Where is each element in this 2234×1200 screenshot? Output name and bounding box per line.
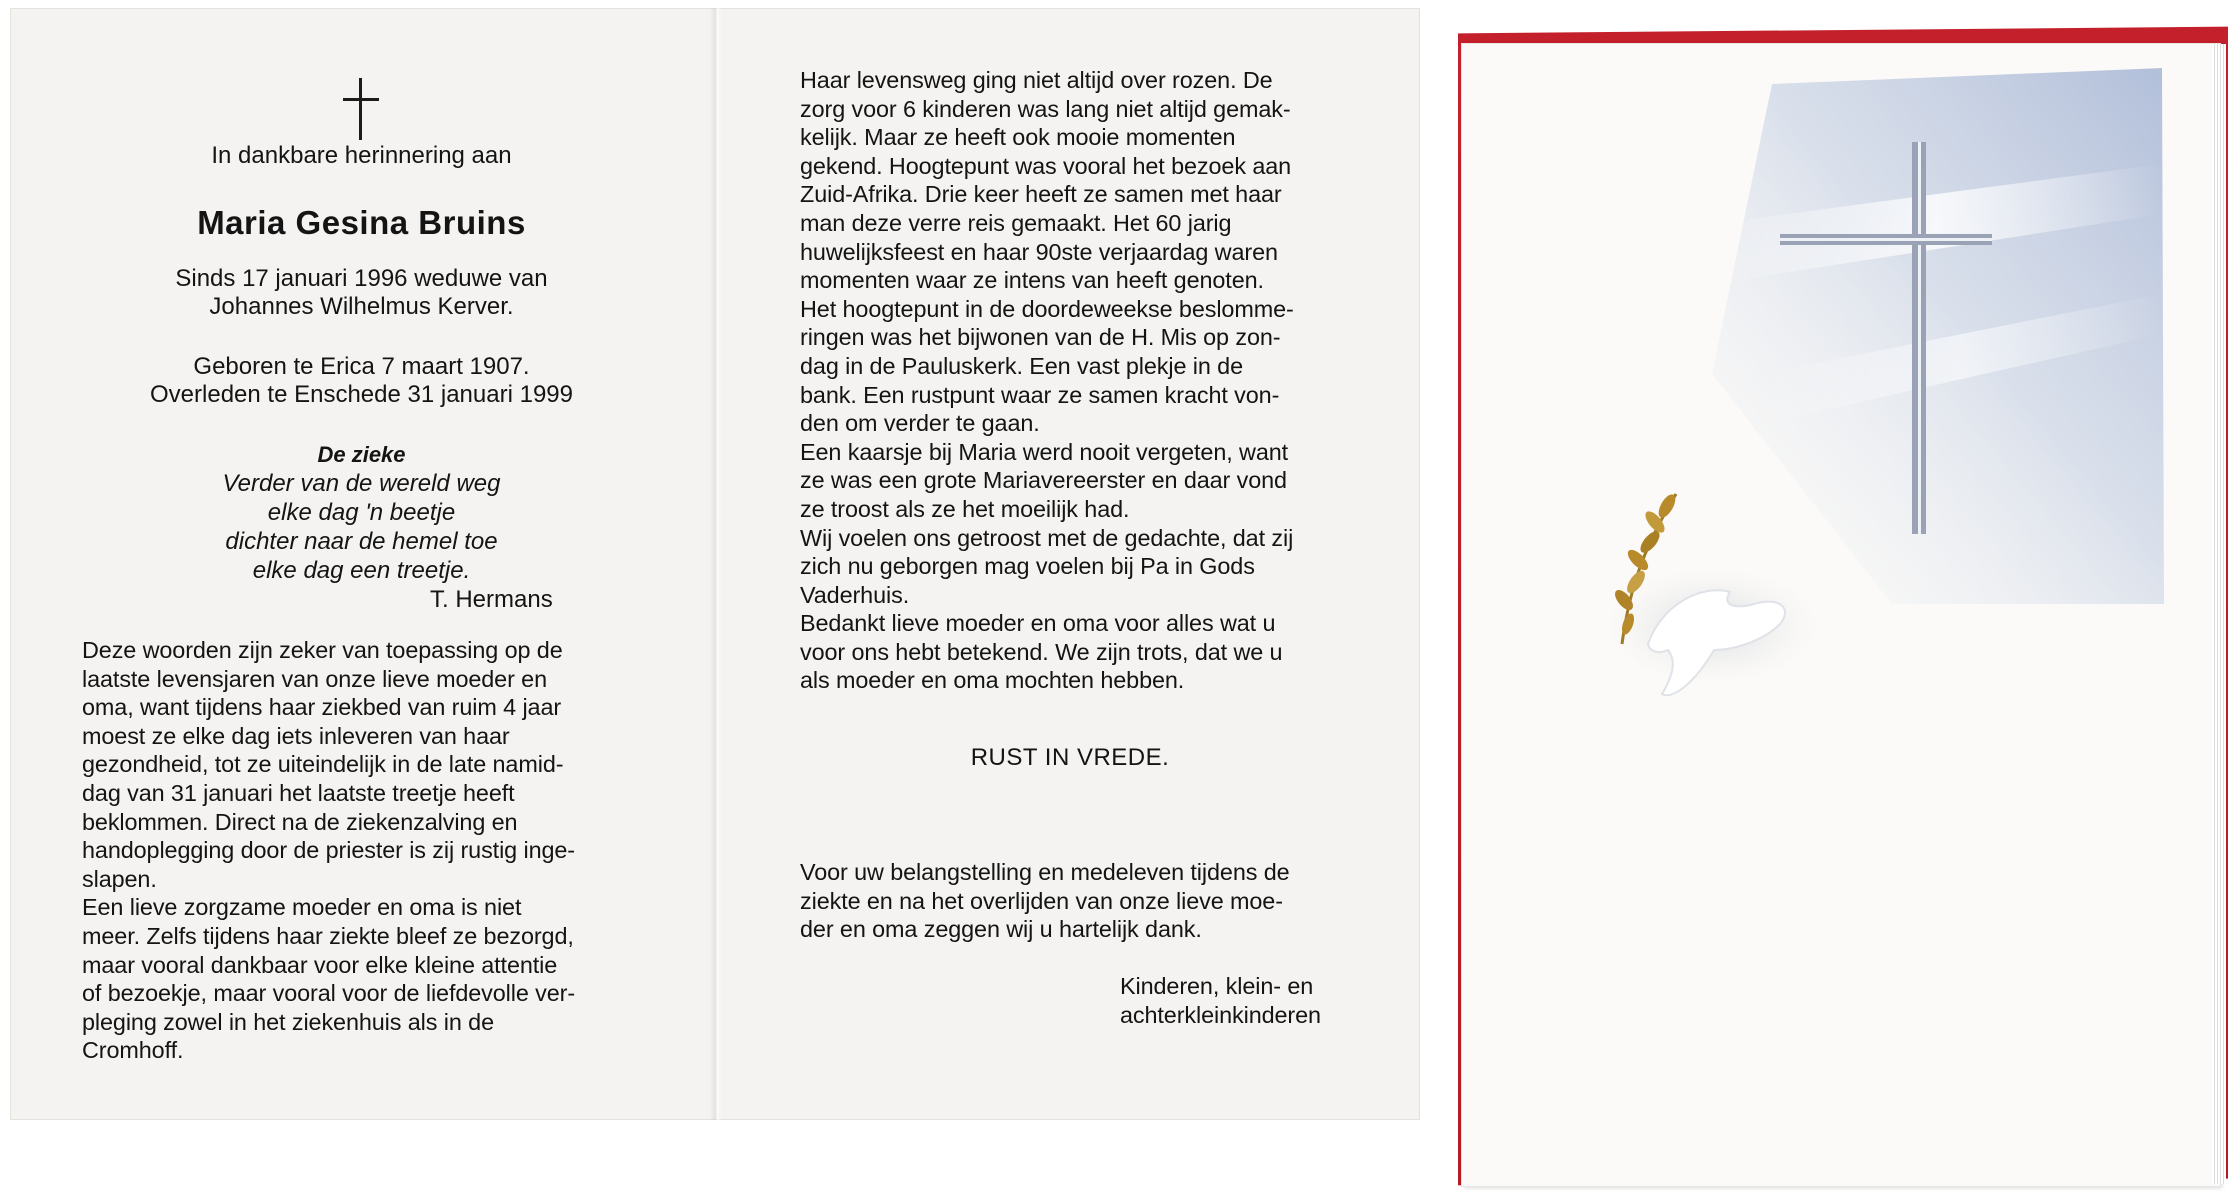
thanks-line: der en oma zeggen wij u hartelijk dank. [800, 916, 1202, 943]
body-line: Een lieve zorgzame moeder en oma is niet [82, 894, 522, 921]
left-body-text [82, 636, 575, 1065]
rest-in-peace: RUST IN VREDE. [970, 744, 1170, 771]
left-panel [10, 8, 713, 1120]
right-body-text [800, 66, 1294, 695]
thanks-line: Voor uw belangstelling en medeleven tijdens de [800, 859, 1290, 885]
right-panel [720, 8, 1420, 1120]
body-line: Een kaarsje bij Maria werd nooit vergeten, want [800, 438, 1289, 465]
birth-line: Geboren te Erica 7 maart 1907. [193, 353, 530, 380]
body-line: meer. Zelfs tijdens haar ziekte bleef ze bezorgd, [82, 922, 574, 949]
card-inner-spread [10, 8, 1420, 1120]
poem-author: T. Hermans [430, 586, 553, 613]
memorial-heading: In dankbare herinnering aan [211, 142, 512, 169]
body-line: Het hoogtepunt in de doordeweekse beslomme- [800, 295, 1294, 322]
body-line: gekend. Hoogtepunt was vooral het bezoek aan [800, 152, 1292, 179]
signature-line: Kinderen, klein- en [1120, 973, 1314, 999]
body-line: Bedankt lieve moeder en oma voor alles wat u [800, 610, 1276, 637]
deceased-name: Maria Gesina Bruins [197, 204, 526, 241]
body-line: gezondheid, tot ze uiteindelijk in de late namid- [82, 751, 564, 778]
body-line: oma, want tijdens haar ziekbed van ruim 4 jaar [82, 694, 562, 721]
body-line: voor ons hebt betekend. We zijn trots, dat we u [800, 638, 1283, 665]
front-cover [1462, 44, 2220, 1186]
poem-line: elke dag een treetje. [252, 557, 471, 584]
body-line: zich nu geborgen mag voelen bij Pa in Gods [800, 553, 1255, 580]
body-line: momenten waar ze intens van heeft genoten. [800, 267, 1264, 294]
body-line: dag in de Pauluskerk. Een vast plekje in de [800, 352, 1244, 379]
body-line: man deze verre reis gemaakt. Het 60 jarig [800, 209, 1232, 236]
body-line: ringen was het bijwonen van de H. Mis op zon- [800, 324, 1281, 351]
body-line: maar vooral dankbaar voor elke kleine attentie [82, 951, 558, 978]
body-line: handoplegging door de priester is zij rustig inge- [82, 837, 575, 864]
cover-illustration [1462, 44, 2220, 1186]
body-line: ze troost als ze het moeilijk had. [800, 495, 1130, 522]
poem-title: De zieke [317, 442, 406, 467]
thanks-text [800, 858, 1290, 944]
body-line: den om verder te gaan. [800, 410, 1040, 437]
husband-line: Johannes Wilhelmus Kerver. [209, 293, 514, 320]
body-line: laatste levensjaren van onze lieve moeder en [82, 665, 548, 692]
body-line: of bezoekje, maar vooral voor de liefdevolle ver- [82, 980, 576, 1007]
body-line: beklommen. Direct na de ziekenzalving en [82, 808, 518, 835]
body-line: huwelijksfeest en haar 90ste verjaardag waren [800, 238, 1278, 265]
body-line: dag van 31 januari het laatste treetje heeft [82, 779, 515, 806]
death-line: Overleden te Enschede 31 januari 1999 [150, 381, 573, 408]
body-line: Deze woorden zijn zeker van toepassing op de [82, 637, 563, 663]
body-line: bank. Een rustpunt waar ze samen kracht von- [800, 381, 1280, 408]
poem-line: elke dag 'n beetje [267, 499, 456, 526]
body-line: Wij voelen ons getroost met de gedachte, dat zij [800, 524, 1294, 551]
poem-line: dichter naar de hemel toe [225, 528, 498, 555]
body-line: als moeder en oma mochten hebben. [800, 667, 1185, 694]
cover-page-edges [2212, 44, 2226, 1184]
signature [1120, 972, 1321, 1029]
body-line: Haar levensweg ging niet altijd over rozen. De [800, 67, 1273, 93]
thanks-line: ziekte en na het overlijden van onze lieve moe- [800, 887, 1283, 914]
body-line: Vaderhuis. [800, 581, 910, 608]
widow-line: Sinds 17 januari 1996 weduwe van [175, 265, 548, 292]
body-line: zorg voor 6 kinderen was lang niet altijd gemak- [800, 95, 1291, 122]
body-line: slapen. [82, 865, 157, 892]
sky-wash [1712, 68, 2164, 604]
body-line: kelijk. Maar ze heeft ook mooie momenten [800, 124, 1236, 151]
cross-icon [343, 78, 379, 140]
body-line: Zuid-Afrika. Drie keer heeft ze samen met haar [800, 181, 1282, 208]
poem-line: Verder van de wereld weg [222, 470, 501, 497]
signature-line: achterkleinkinderen [1120, 1001, 1321, 1028]
body-line: ze was een grote Mariavereerster en daar vond [800, 467, 1287, 494]
body-line: moest ze elke dag iets inleveren van haar [82, 722, 510, 749]
body-line: Cromhoff. [82, 1037, 184, 1064]
body-line: pleging zowel in het ziekenhuis als in de [82, 1008, 494, 1035]
